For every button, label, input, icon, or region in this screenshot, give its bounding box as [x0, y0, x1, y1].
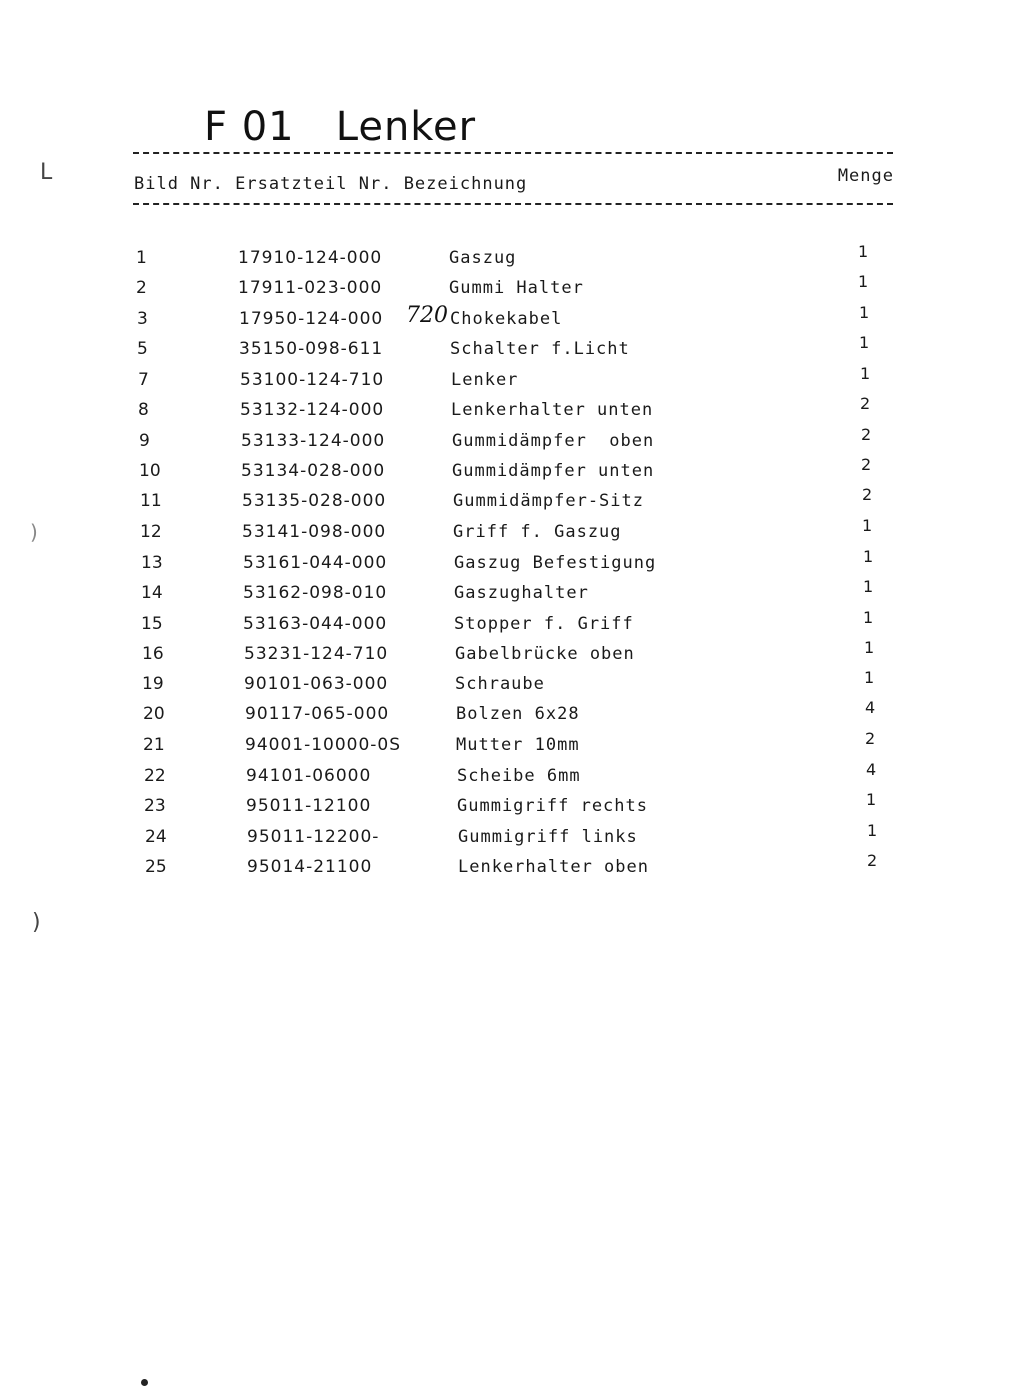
cell-bild-nr: 23 — [144, 796, 166, 817]
cell-description: Scheibe 6mm — [457, 766, 581, 787]
cell-description: Lenkerhalter unten — [451, 400, 654, 421]
table-row — [5, 546, 1028, 583]
cell-bild-nr: 19 — [142, 674, 164, 695]
table-row — [1, 332, 1028, 369]
cell-part-number: 17950-124-000 — [239, 308, 384, 329]
header-bild-nr: Bild Nr. — [134, 174, 224, 194]
cell-quantity: 1 — [867, 820, 878, 840]
cell-part-number: 53162-098-010 — [243, 583, 388, 604]
cell-description: Mutter 10mm — [456, 734, 580, 755]
table-row — [0, 272, 1028, 308]
cell-bild-nr: 8 — [138, 400, 149, 421]
table-row — [4, 485, 1028, 521]
handwritten-correction: 720 — [406, 302, 448, 328]
cell-quantity: 1 — [863, 577, 874, 597]
margin-mark: L — [40, 160, 53, 185]
cell-quantity: 2 — [861, 455, 872, 475]
cell-bild-nr: 11 — [140, 491, 162, 512]
cell-quantity: 2 — [862, 485, 873, 505]
cell-part-number: 53100-124-710 — [240, 370, 385, 391]
cell-part-number: 35150-098-611 — [239, 338, 384, 359]
cell-part-number: 53161-044-000 — [243, 552, 388, 573]
cell-part-number: 90101-063-000 — [244, 674, 389, 695]
cell-description: Gaszug — [449, 248, 517, 268]
cell-quantity: 1 — [858, 272, 869, 292]
cell-description: Griff f. Gaszug — [453, 521, 622, 542]
cell-part-number: 94101-06000 — [246, 766, 372, 787]
cell-part-number: 53135-028-000 — [242, 491, 387, 512]
cell-description: Schraube — [455, 674, 545, 695]
cell-part-number: 53132-124-000 — [240, 400, 385, 421]
cell-bild-nr: 5 — [137, 338, 148, 359]
table-row — [5, 577, 1028, 613]
page-title: F 01 Lenker — [204, 104, 477, 150]
cell-bild-nr: 16 — [142, 643, 164, 664]
cell-quantity: 1 — [863, 546, 874, 566]
cell-bild-nr: 24 — [145, 826, 167, 847]
cell-bild-nr: 25 — [145, 856, 167, 877]
cell-part-number: 53133-124-000 — [241, 430, 386, 451]
cell-bild-nr: 20 — [143, 704, 165, 725]
cell-description: Gummidämpfer unten — [452, 461, 655, 482]
cell-part-number: 95014-21100 — [247, 856, 373, 877]
cell-description: Gaszug Befestigung — [454, 552, 657, 573]
cell-description: Stopper f. Griff — [454, 613, 634, 634]
cell-part-number: 94001-10000-0S — [245, 734, 402, 755]
table-row — [6, 637, 1028, 674]
cell-part-number: 53163-044-000 — [243, 613, 388, 634]
cell-description: Bolzen 6x28 — [456, 704, 580, 725]
cell-description: Gummi Halter — [449, 278, 584, 299]
cell-description: Schalter f.Licht — [450, 338, 630, 359]
cell-bild-nr: 13 — [141, 552, 163, 573]
cell-quantity: 1 — [862, 515, 873, 535]
cell-quantity: 1 — [864, 637, 875, 657]
cell-quantity: 2 — [867, 850, 878, 870]
header-menge: Menge — [837, 166, 894, 186]
cell-description: Lenkerhalter oben — [458, 856, 649, 877]
table-row — [2, 364, 1028, 400]
cell-quantity: 2 — [861, 424, 872, 444]
cell-quantity: 1 — [859, 302, 870, 322]
scan-dot — [141, 1379, 148, 1386]
cell-quantity: 2 — [865, 728, 876, 748]
table-row — [3, 455, 1028, 491]
cell-bild-nr: 21 — [143, 734, 165, 755]
cell-bild-nr: 10 — [139, 461, 161, 482]
cell-part-number: 53141-098-000 — [242, 521, 387, 542]
cell-bild-nr: 1 — [136, 248, 147, 268]
header-rule-top — [133, 152, 893, 154]
cell-bild-nr: 9 — [139, 430, 150, 451]
cell-bild-nr: 2 — [136, 278, 147, 299]
cell-part-number: 17910-124-000 — [238, 248, 383, 268]
cell-description: Gabelbrücke oben — [455, 643, 635, 664]
table-row — [1, 302, 1028, 339]
table-row — [5, 607, 1028, 644]
cell-bild-nr: 15 — [141, 613, 163, 634]
margin-mark: ) — [32, 910, 41, 935]
margin-mark: ) — [30, 520, 38, 544]
cell-quantity: 1 — [860, 364, 871, 384]
parts-table — [0, 242, 1028, 884]
cell-description: Lenker — [451, 370, 519, 391]
table-row — [4, 515, 1028, 552]
cell-quantity: 4 — [866, 760, 877, 780]
cell-bild-nr: 14 — [141, 583, 163, 604]
cell-description: Gummidämpfer-Sitz — [453, 491, 644, 512]
cell-bild-nr: 22 — [144, 766, 166, 787]
cell-part-number: 95011-12200- — [247, 826, 380, 847]
cell-description: Gaszughalter — [454, 583, 589, 604]
column-headers — [134, 174, 527, 194]
table-row — [9, 850, 1028, 887]
header-bezeichnung: Bezeichnung — [403, 174, 528, 194]
cell-bild-nr: 12 — [140, 521, 162, 542]
cell-part-number: 53231-124-710 — [244, 643, 389, 664]
cell-quantity: 1 — [864, 668, 875, 688]
cell-quantity: 1 — [863, 607, 874, 627]
cell-description: Gummidämpfer oben — [452, 430, 655, 451]
cell-part-number: 53134-028-000 — [241, 461, 386, 482]
table-row — [2, 394, 1028, 430]
cell-part-number: 90117-065-000 — [245, 704, 390, 725]
cell-quantity: 2 — [860, 394, 871, 414]
cell-description: Gummigriff links — [458, 826, 638, 847]
cell-quantity: 1 — [859, 332, 870, 352]
cell-bild-nr: 3 — [137, 308, 148, 329]
cell-bild-nr: 7 — [138, 370, 149, 391]
cell-part-number: 17911-023-000 — [238, 278, 383, 299]
cell-quantity: 1 — [866, 790, 877, 810]
cell-part-number: 95011-12100 — [246, 796, 372, 817]
cell-description: Gummigriff rechts — [457, 796, 648, 817]
cell-description: Chokekabel — [450, 308, 563, 329]
cell-quantity: 1 — [858, 242, 869, 261]
table-row — [0, 242, 1028, 278]
header-rule-bottom — [133, 203, 893, 205]
cell-quantity: 4 — [865, 698, 876, 718]
table-row — [3, 424, 1028, 461]
header-ersatzteil-nr: Ersatzteil Nr. — [235, 174, 393, 194]
